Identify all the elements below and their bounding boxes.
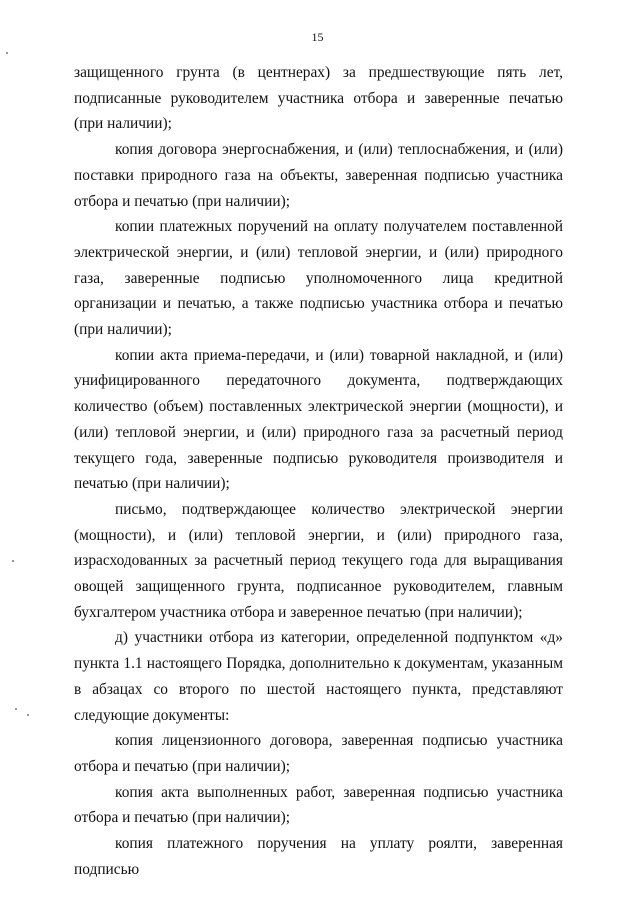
scan-speck	[12, 560, 14, 562]
page-number: 15	[311, 30, 324, 44]
document-body	[74, 60, 563, 883]
paragraph-royalty-payment: копия платежного поручения на уплату роялти, заверенная подписью	[74, 835, 563, 878]
paragraph-payment-orders: копии платежных поручений на оплату получателем поставленной электрической энергии, и (или) тепловой энергии, и (или) природного газа, заверенные подписью уполномоченного лица кредитной организации и печатью, а также подписью участника отбора и печатью (при наличии);	[74, 218, 563, 339]
paragraph-acceptance-act: копии акта приема-передачи, и (или) товарной накладной, и (или) унифицированного передаточного документа, подтверждающих количество (объем) поставленных электрической энергии (мощности), и (или) тепловой энергии, и (или) природного газа за расчетный период текущего года, заверенные подписью руководителя производителя и печатью (при наличии);	[74, 346, 563, 493]
scan-speck	[27, 714, 29, 716]
paragraph-supply-contract: копия договора энергоснабжения, и (или) теплоснабжения, и (или) поставки природного газа на объекты, заверенная подписью участника отбора и печатью (при наличии);	[74, 141, 563, 210]
paragraph-continuation: защищенного грунта (в центнерах) за предшествующие пять лет, подписанные руководителем участника отбора и заверенные печатью (при наличии);	[74, 64, 563, 133]
paragraph-confirmation-letter: письмо, подтверждающее количество электрической энергии (мощности), и (или) тепловой энергии, и (или) природного газа, израсходованных за расчетный период текущего года для выращивания овощей защищенного грунта, подписанное руководителем, главным бухгалтером участника отбора и заверенное печатью (при наличии);	[74, 500, 563, 621]
paragraph-subitem-d: д) участники отбора из категории, определенной подпунктом «д» пункта 1.1 настоящего Порядка, дополнительно к документам, указанным в абзацах со второго по шестой настоящего пункта, представляют следующие документы:	[74, 629, 563, 724]
paragraph-works-act: копия акта выполненных работ, заверенная подписью участника отбора и печатью (при наличии);	[74, 783, 563, 827]
scan-speck	[15, 708, 17, 710]
scan-speck	[6, 52, 8, 54]
paragraph-license-agreement: копия лицензионного договора, заверенная подписью участника отбора и печатью (при наличии);	[74, 732, 563, 775]
